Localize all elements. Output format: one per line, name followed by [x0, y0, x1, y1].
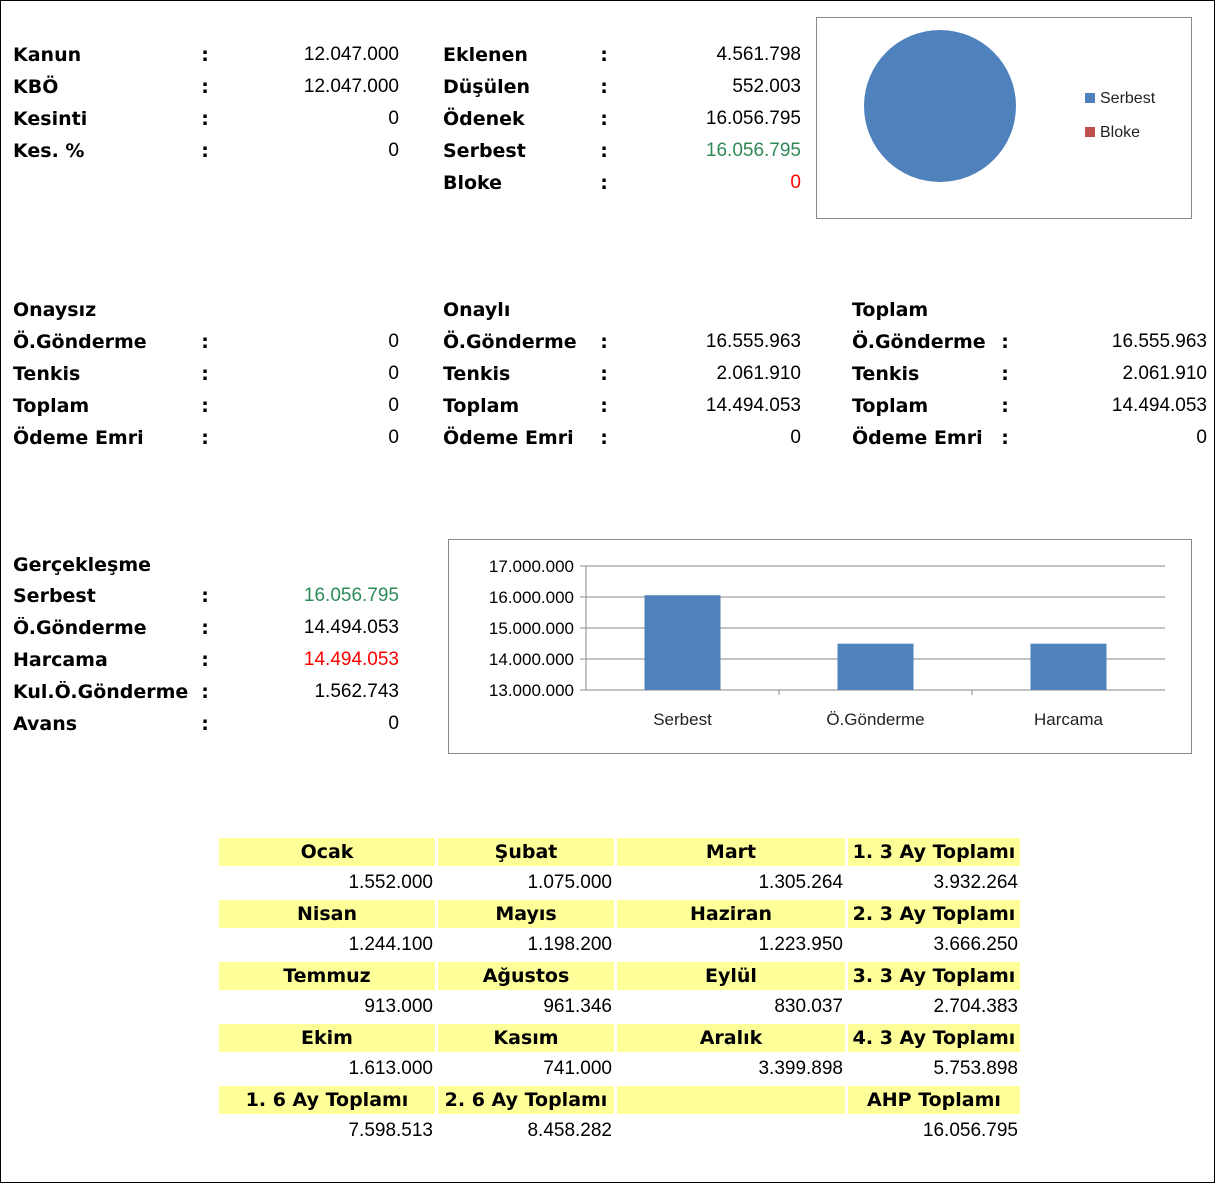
summary-label: Düşülen — [443, 76, 531, 98]
month-value: 8.458.282 — [527, 1120, 612, 1141]
month-header: Mart — [617, 838, 845, 866]
month-value: 830.037 — [774, 996, 843, 1017]
gerceklesme-value: 1.562.743 — [314, 681, 399, 702]
summary-colon: : — [201, 76, 209, 98]
gerceklesme-value: 0 — [388, 713, 399, 734]
gerceklesme-label: Serbest — [13, 585, 96, 607]
bar-2 — [1031, 644, 1107, 690]
month-value: 1.075.000 — [527, 872, 612, 893]
status-colon: : — [201, 427, 209, 449]
status-value: 0 — [388, 395, 399, 416]
y-tick-label: 15.000.000 — [488, 619, 574, 638]
summary-label: Eklenen — [443, 44, 528, 66]
status-colon: : — [1001, 331, 1009, 353]
summary-value: 12.047.000 — [303, 44, 399, 65]
x-category-label: Serbest — [653, 710, 712, 729]
status-value: 2.061.910 — [716, 363, 801, 384]
month-header: Eylül — [617, 962, 845, 990]
legend-swatch — [1085, 127, 1095, 137]
legend-label: Bloke — [1100, 124, 1141, 141]
month-header: Şubat — [438, 838, 614, 866]
x-category-label: Ö.Gönderme — [826, 710, 925, 729]
month-header: AHP Toplamı — [848, 1086, 1020, 1114]
month-value: 1.305.264 — [758, 872, 843, 893]
status-title-onayli: Onaylı — [443, 299, 511, 321]
month-header: 2. 3 Ay Toplamı — [848, 900, 1020, 928]
summary-value: 0 — [388, 140, 399, 161]
status-colon: : — [1001, 363, 1009, 385]
legend-label: Serbest — [1100, 90, 1156, 107]
summary-colon: : — [201, 140, 209, 162]
summary-colon: : — [201, 44, 209, 66]
month-header: 2. 6 Ay Toplamı — [438, 1086, 614, 1114]
status-value: 16.555.963 — [1111, 331, 1207, 352]
month-value: 16.056.795 — [922, 1120, 1018, 1141]
gerceklesme-colon: : — [201, 617, 209, 639]
status-label: Toplam — [443, 395, 520, 417]
summary-value: 4.561.798 — [716, 44, 801, 65]
status-colon: : — [201, 395, 209, 417]
month-value — [617, 1117, 843, 1145]
summary-colon: : — [600, 140, 608, 162]
month-header: Aralık — [617, 1024, 845, 1052]
gerceklesme-label: Kul.Ö.Gönderme — [13, 681, 189, 703]
summary-colon: : — [201, 108, 209, 130]
status-label: Tenkis — [852, 363, 920, 385]
month-value: 1.552.000 — [348, 872, 433, 893]
y-tick-label: 17.000.000 — [488, 557, 574, 576]
summary-label: Ödenek — [443, 108, 525, 130]
x-category-label: Harcama — [1034, 710, 1103, 729]
summary-colon: : — [600, 76, 608, 98]
bar-0 — [645, 595, 721, 690]
status-colon: : — [201, 331, 209, 353]
month-value: 1.244.100 — [348, 934, 433, 955]
status-colon: : — [600, 331, 608, 353]
month-header: 4. 3 Ay Toplamı — [848, 1024, 1020, 1052]
pie-chart — [816, 17, 1192, 219]
status-colon: : — [600, 363, 608, 385]
month-header: 1. 6 Ay Toplamı — [219, 1086, 435, 1114]
month-value: 3.932.264 — [933, 872, 1018, 893]
gerceklesme-label: Ö.Gönderme — [13, 617, 147, 639]
summary-value: 0 — [790, 172, 801, 193]
bar-1 — [838, 644, 914, 690]
summary-value: 16.056.795 — [705, 108, 801, 129]
month-value: 2.704.383 — [933, 996, 1018, 1017]
status-title-toplam: Toplam — [852, 299, 929, 321]
status-label: Ödeme Emri — [852, 427, 983, 449]
month-header: Nisan — [219, 900, 435, 928]
status-label: Tenkis — [443, 363, 511, 385]
gerceklesme-colon: : — [201, 713, 209, 735]
gerceklesme-colon: : — [201, 681, 209, 703]
summary-colon: : — [600, 108, 608, 130]
bar-chart — [448, 539, 1192, 754]
status-value: 16.555.963 — [705, 331, 801, 352]
status-colon: : — [600, 427, 608, 449]
status-value: 0 — [388, 331, 399, 352]
status-value: 2.061.910 — [1122, 363, 1207, 384]
status-colon: : — [1001, 395, 1009, 417]
month-header: Kasım — [438, 1024, 614, 1052]
summary-label: Kanun — [13, 44, 82, 66]
status-label: Toplam — [13, 395, 90, 417]
status-label: Ö.Gönderme — [443, 331, 577, 353]
y-tick-label: 13.000.000 — [488, 681, 574, 700]
summary-label: Kes. % — [13, 140, 85, 162]
pie-slice-serbest — [864, 30, 1016, 182]
month-value: 961.346 — [543, 996, 612, 1017]
month-value: 3.666.250 — [933, 934, 1018, 955]
gerceklesme-label: Harcama — [13, 649, 108, 671]
status-value: 0 — [388, 363, 399, 384]
summary-colon: : — [600, 172, 608, 194]
month-header: 3. 3 Ay Toplamı — [848, 962, 1020, 990]
summary-value: 0 — [388, 108, 399, 129]
month-header: 1. 3 Ay Toplamı — [848, 838, 1020, 866]
summary-label: Serbest — [443, 140, 526, 162]
month-value: 7.598.513 — [348, 1120, 433, 1141]
month-header: Ağustos — [438, 962, 614, 990]
gerceklesme-colon: : — [201, 585, 209, 607]
gerceklesme-value: 14.494.053 — [303, 649, 399, 670]
month-header: Haziran — [617, 900, 845, 928]
gerceklesme-value: 16.056.795 — [303, 585, 399, 606]
y-tick-label: 14.000.000 — [488, 650, 574, 669]
status-label: Ö.Gönderme — [852, 331, 986, 353]
month-value: 5.753.898 — [933, 1058, 1018, 1079]
status-label: Ödeme Emri — [13, 427, 144, 449]
month-value: 3.399.898 — [758, 1058, 843, 1079]
summary-value: 552.003 — [732, 76, 801, 97]
gerceklesme-colon: : — [201, 649, 209, 671]
bar-chart-svg — [449, 540, 1191, 753]
summary-value: 12.047.000 — [303, 76, 399, 97]
status-label: Toplam — [852, 395, 929, 417]
status-value: 0 — [388, 427, 399, 448]
status-colon: : — [201, 363, 209, 385]
summary-label: KBÖ — [13, 76, 59, 98]
summary-label: Bloke — [443, 172, 503, 194]
status-title-onaysiz: Onaysız — [13, 299, 97, 321]
status-label: Tenkis — [13, 363, 81, 385]
legend-swatch — [1085, 93, 1095, 103]
pie-chart-svg — [817, 18, 1191, 218]
summary-colon: : — [600, 44, 608, 66]
gerceklesme-label: Avans — [13, 713, 78, 735]
month-header: Mayıs — [438, 900, 614, 928]
status-colon: : — [600, 395, 608, 417]
month-value: 1.613.000 — [348, 1058, 433, 1079]
month-header: Temmuz — [219, 962, 435, 990]
gerceklesme-title: Gerçekleşme — [13, 554, 152, 576]
status-colon: : — [1001, 427, 1009, 449]
y-tick-label: 16.000.000 — [488, 588, 574, 607]
summary-value: 16.056.795 — [705, 140, 801, 161]
status-label: Ö.Gönderme — [13, 331, 147, 353]
month-value: 913.000 — [364, 996, 433, 1017]
month-value: 1.198.200 — [527, 934, 612, 955]
status-value: 0 — [1196, 427, 1207, 448]
gerceklesme-value: 14.494.053 — [303, 617, 399, 638]
summary-label: Kesinti — [13, 108, 88, 130]
status-value: 14.494.053 — [1111, 395, 1207, 416]
month-header: Ekim — [219, 1024, 435, 1052]
month-header: Ocak — [219, 838, 435, 866]
status-label: Ödeme Emri — [443, 427, 574, 449]
status-value: 14.494.053 — [705, 395, 801, 416]
month-header — [617, 1086, 845, 1114]
month-value: 1.223.950 — [758, 934, 843, 955]
status-value: 0 — [790, 427, 801, 448]
month-value: 741.000 — [543, 1058, 612, 1079]
